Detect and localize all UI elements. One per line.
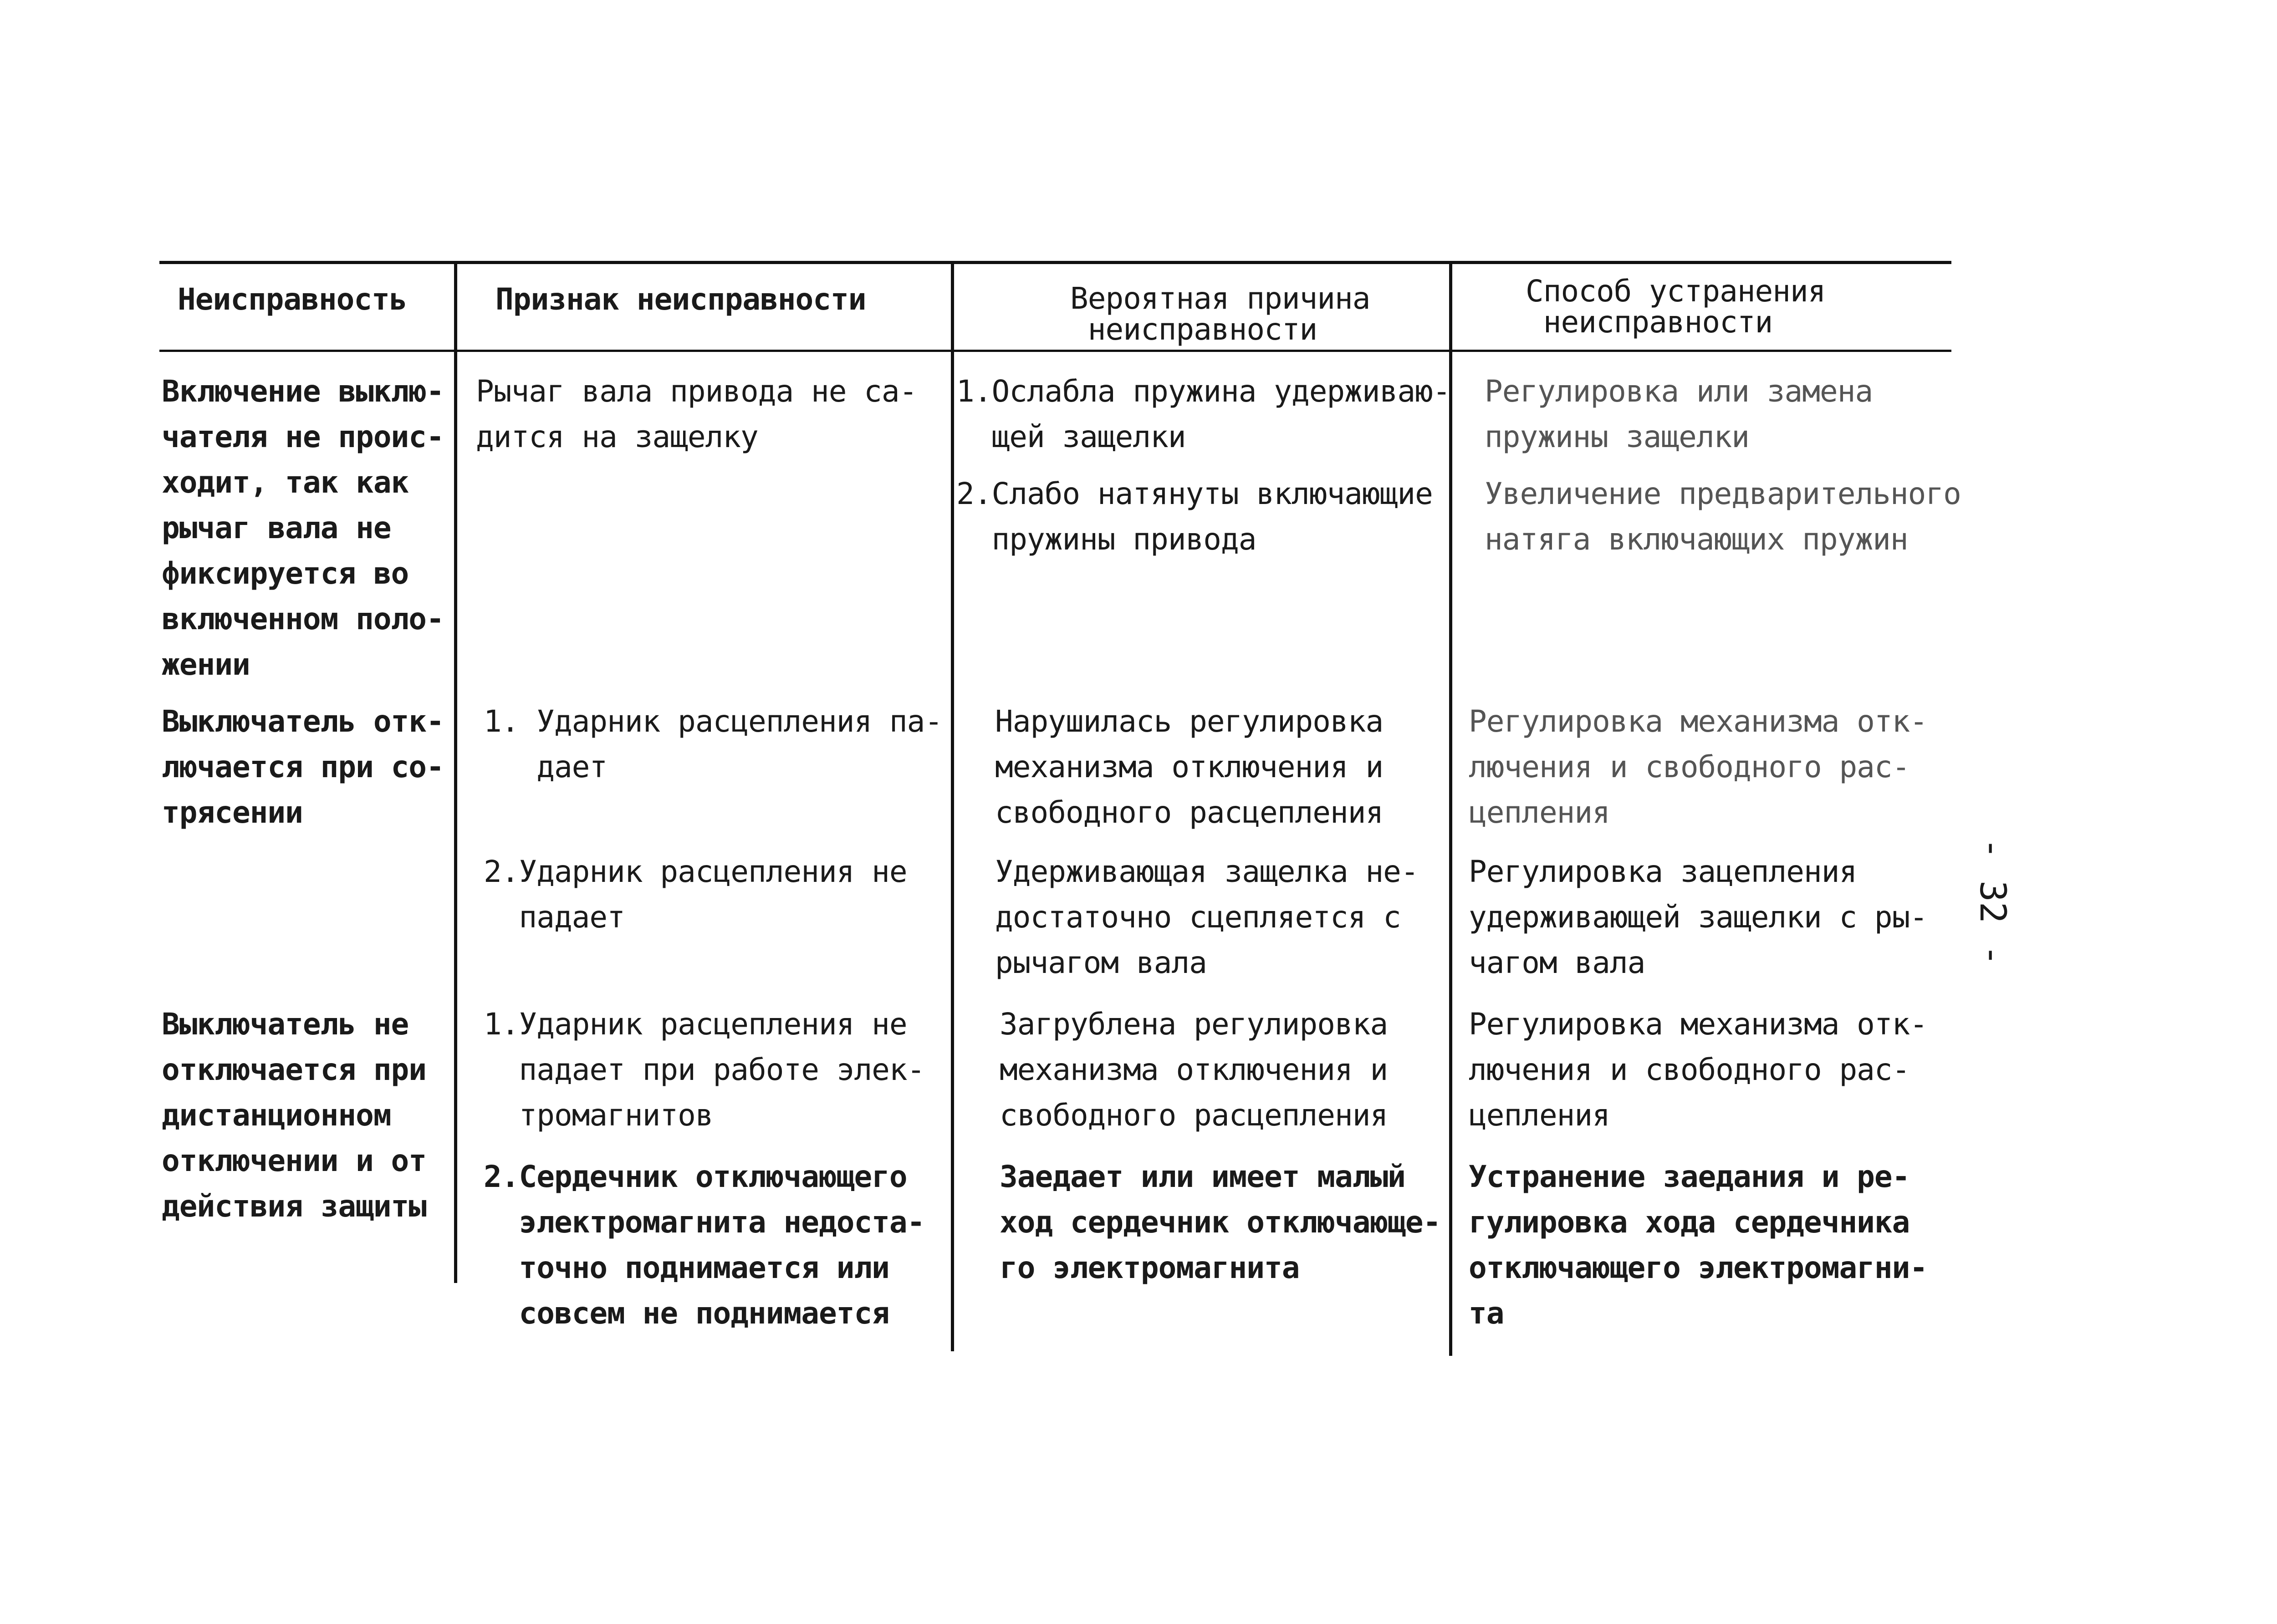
row1-remedy-1: Регулировка или замена пружины защелки (1485, 374, 1873, 454)
row1-remedy-2: Увеличение предварительного натяга включающих пружин (1485, 476, 1961, 557)
header-cause: Вероятная причина неисправности (1070, 281, 1370, 347)
row1-sign: Рычаг вала привода не са- дится на защелку (476, 374, 917, 454)
column-divider-1 (454, 263, 457, 1283)
row3-remedy-2: Устранение заедания и ре- гулировка хода сердечника отключающего электромагни- та (1469, 1159, 1928, 1331)
row3-sign-2: 2.Сердечник отключающего электромагнита недоста- точно поднимается или совсем не поднимается (484, 1159, 925, 1331)
row1-fault: Включение выклю- чателя не проис- ходит, так как рычаг вала не фиксируется во включенном поло- жении (162, 374, 444, 682)
column-divider-2 (951, 263, 954, 1351)
header-fault: Неисправность (178, 282, 407, 317)
header-bottom-rule (159, 350, 1951, 352)
page-number: - 32 - (1972, 838, 2013, 966)
header-sign: Признак неисправности (495, 282, 866, 317)
row2-fault: Выключатель отк- лючается при со- трясении (162, 704, 444, 830)
row3-fault: Выключатель не отключается при дистанционном отключении и от действия защиты (162, 1007, 427, 1224)
row3-sign-1: 1.Ударник расцепления не падает при работе элек- тромагнитов (484, 1007, 925, 1133)
row1-cause-2: 2.Слабо натянуты включающие пружины привода (956, 476, 1433, 557)
row3-remedy-1: Регулировка механизма отк- лючения и свободного рас- цепления (1469, 1007, 1928, 1133)
row3-cause-2: Заедает или имеет малый ход сердечник отключающе- го электромагнита (1000, 1159, 1441, 1285)
table-top-rule (159, 261, 1951, 264)
row1-cause-1: 1.Ослабла пружина удерживаю- щей защелки (956, 374, 1450, 454)
row2-sign-2: 2.Ударник расцепления не падает (484, 854, 907, 935)
header-remedy: Способ устранения неисправности (1526, 274, 1826, 340)
row2-cause-2: Удерживающая защелка не- достаточно сцепляется с рычагом вала (995, 854, 1419, 980)
row2-sign-1: 1. Ударник расцепления па- дает (484, 704, 943, 784)
row3-cause-1: Загрублена регулировка механизма отключения и свободного расцепления (1000, 1007, 1388, 1133)
row2-cause-1: Нарушилась регулировка механизма отключения и свободного расцепления (995, 704, 1384, 830)
row2-remedy-2: Регулировка зацепления удерживающей защелки с ры- чагом вала (1469, 854, 1928, 980)
row2-remedy-1: Регулировка механизма отк- лючения и свободного рас- цепления (1469, 704, 1928, 830)
